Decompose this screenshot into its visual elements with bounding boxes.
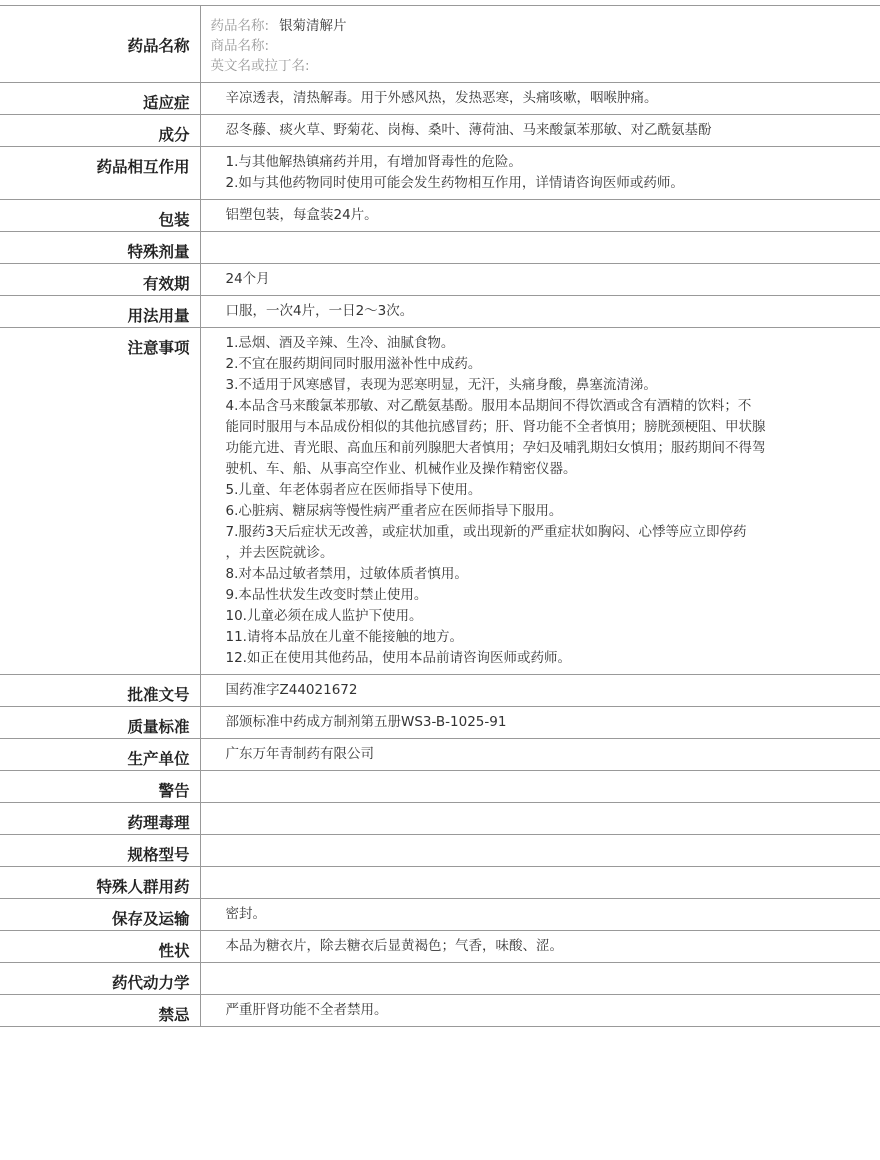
info-row	[0, 328, 880, 675]
value-line: 12.如正在使用其他药品，使用本品前请咨询医师或药师。	[225, 650, 571, 666]
value-line: 8.对本品过敏者禁用，过敏体质者慎用。	[225, 566, 468, 582]
value-line: 5.儿童、年老体弱者应在医师指导下使用。	[225, 482, 482, 498]
value-line: 10.儿童必须在成人监护下使用。	[225, 608, 423, 624]
row-value: 严重肝肾功能不全者禁用。	[200, 995, 880, 1027]
row-value	[200, 232, 880, 264]
row-value	[200, 771, 880, 803]
value-line: 11.请将本品放在儿童不能接触的地方。	[225, 629, 463, 645]
row-label: 保存及运输	[0, 899, 200, 931]
value-line: 9.本品性状发生改变时禁止使用。	[225, 587, 428, 603]
value-line: 驶机、车、船、从事高空作业、机械作业及操作精密仪器。	[225, 461, 577, 477]
value-line: ，并去医院就诊。	[225, 545, 334, 561]
row-label: 性状	[0, 931, 200, 963]
row-label: 特殊剂量	[0, 232, 200, 264]
row-value: 本品为糖衣片，除去糖衣后显黄褐色；气香，味酸、涩。	[200, 931, 880, 963]
row-label: 特殊人群用药	[0, 867, 200, 899]
row-value	[200, 963, 880, 995]
info-row	[0, 771, 880, 803]
row-value: 密封。	[200, 899, 880, 931]
value-line: 3.不适用于风寒感冒，表现为恶寒明显，无汗，头痛身酸，鼻塞流清涕。	[225, 377, 657, 393]
value-line: 1.与其他解热镇痛药并用，有增加肾毒性的危险。	[225, 154, 522, 170]
info-row	[0, 83, 880, 115]
info-row	[0, 115, 880, 147]
drug-name-line	[211, 16, 871, 36]
value-line: 能同时服用与本品成份相似的其他抗感冒药；肝、肾功能不全者慎用；膀胱颈梗阻、甲状腺	[225, 419, 766, 435]
value-line: 7.服药3天后症状无改善，或症状加重，或出现新的严重症状如胸闷、心悸等应立即停药	[225, 524, 747, 540]
row-label: 用法用量	[0, 296, 200, 328]
row-value	[200, 328, 880, 675]
info-row	[0, 835, 880, 867]
info-row	[0, 931, 880, 963]
trade-name-line	[211, 36, 871, 56]
row-label: 包装	[0, 200, 200, 232]
row-value	[200, 803, 880, 835]
info-row	[0, 675, 880, 707]
info-row	[0, 963, 880, 995]
info-row	[0, 232, 880, 264]
drug-name-value: 银菊清解片	[279, 18, 347, 34]
row-label: 批准文号	[0, 675, 200, 707]
row-label: 药理毒理	[0, 803, 200, 835]
row-label: 有效期	[0, 264, 200, 296]
drug-name-cell	[200, 6, 880, 83]
info-row	[0, 147, 880, 200]
value-line: 功能亢进、青光眼、高血压和前列腺肥大者慎用；孕妇及哺乳期妇女慎用；服药期间不得驾	[225, 440, 766, 456]
info-row	[0, 200, 880, 232]
row-label: 药品相互作用	[0, 147, 200, 200]
value-line: 6.心脏病、糖尿病等慢性病严重者应在医师指导下服用。	[225, 503, 563, 519]
info-row	[0, 739, 880, 771]
drug-info-table	[0, 5, 880, 1027]
row-value: 24个月	[200, 264, 880, 296]
row-value: 铝塑包装，每盒装24片。	[200, 200, 880, 232]
row-value	[200, 835, 880, 867]
drug-name-key: 药品名称:	[210, 18, 270, 34]
row-value	[200, 867, 880, 899]
info-row	[0, 995, 880, 1027]
info-row	[0, 264, 880, 296]
value-line: 2.不宜在服药期间同时服用滋补性中成药。	[225, 356, 482, 372]
row-value: 广东万年青制药有限公司	[200, 739, 880, 771]
row-value: 口服，一次4片，一日2～3次。	[200, 296, 880, 328]
row-label: 适应症	[0, 83, 200, 115]
value-line: 4.本品含马来酸氯苯那敏、对乙酰氨基酚。服用本品期间不得饮酒或含有酒精的饮料；不	[225, 398, 752, 414]
row-label: 禁忌	[0, 995, 200, 1027]
value-line: 1.忌烟、酒及辛辣、生冷、油腻食物。	[225, 335, 455, 351]
info-row	[0, 867, 880, 899]
row-value: 部颁标准中药成方制剂第五册WS3-B-1025-91	[200, 707, 880, 739]
row-label: 药代动力学	[0, 963, 200, 995]
row-label: 成分	[0, 115, 200, 147]
drug-name-row	[0, 6, 880, 83]
english-name-key: 英文名或拉丁名:	[210, 58, 310, 74]
trade-name-key: 商品名称:	[210, 38, 270, 54]
row-label: 质量标准	[0, 707, 200, 739]
english-name-line	[211, 56, 871, 76]
row-value	[200, 147, 880, 200]
row-value: 国药准字Z44021672	[200, 675, 880, 707]
info-row	[0, 707, 880, 739]
value-line: 2.如与其他药物同时使用可能会发生药物相互作用，详情请咨询医师或药师。	[225, 175, 684, 191]
row-label: 警告	[0, 771, 200, 803]
info-row	[0, 899, 880, 931]
drug-info-body	[0, 6, 880, 1027]
row-value: 辛凉透表，清热解毒。用于外感风热，发热恶寒，头痛咳嗽，咽喉肿痛。	[200, 83, 880, 115]
row-label: 生产单位	[0, 739, 200, 771]
row-label: 规格型号	[0, 835, 200, 867]
row-label: 药品名称	[0, 6, 200, 83]
row-value: 忍冬藤、痰火草、野菊花、岗梅、桑叶、薄荷油、马来酸氯苯那敏、对乙酰氨基酚	[200, 115, 880, 147]
row-label: 注意事项	[0, 328, 200, 675]
info-row	[0, 296, 880, 328]
info-row	[0, 803, 880, 835]
